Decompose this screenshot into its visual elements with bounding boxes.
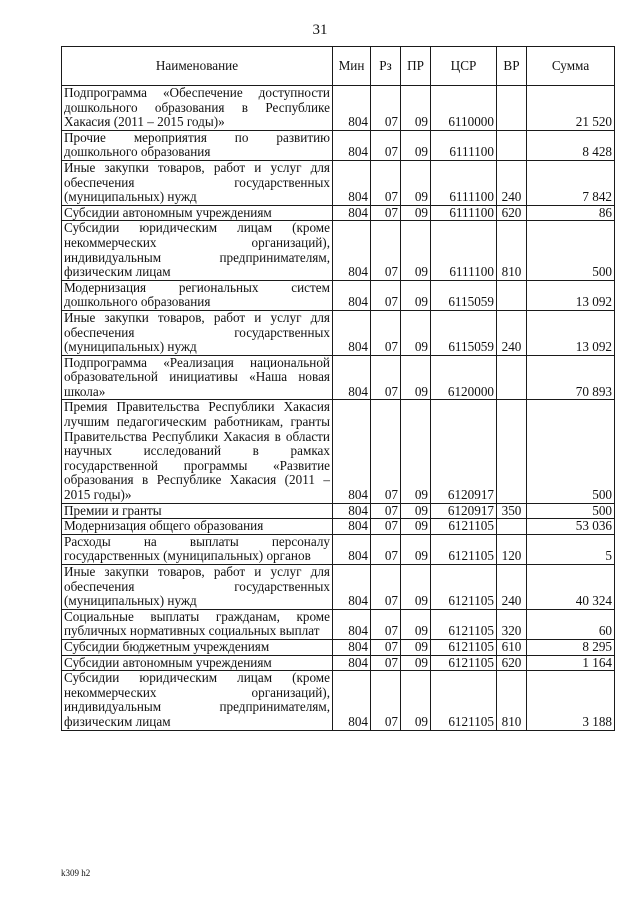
cell-csr: 6111100 <box>431 130 497 160</box>
cell-name: Модернизация общего образования <box>62 519 333 535</box>
page-number: 31 <box>312 22 328 38</box>
cell-csr: 6115059 <box>431 310 497 355</box>
table-row <box>62 639 615 655</box>
table-row <box>62 160 615 205</box>
cell-sum: 13 092 <box>527 280 615 310</box>
table-row <box>62 400 615 503</box>
footer-code: k309 h2 <box>61 868 91 878</box>
cell-sum: 5 <box>527 534 615 564</box>
table-row <box>62 205 615 221</box>
cell-rz: 07 <box>371 310 401 355</box>
cell-name: Подпрограмма «Обеспечение доступности дошкольного образования в Республике Хакасия (2011 – 2015 годы)» <box>62 86 333 131</box>
cell-rz: 07 <box>371 609 401 639</box>
cell-min: 804 <box>333 310 371 355</box>
table-row <box>62 565 615 610</box>
cell-csr: 6111100 <box>431 160 497 205</box>
cell-name: Социальные выплаты гражданам, кроме публичных нормативных социальных выплат <box>62 609 333 639</box>
cell-min: 804 <box>333 534 371 564</box>
cell-csr: 6121105 <box>431 639 497 655</box>
cell-pr: 09 <box>401 221 431 280</box>
cell-min: 804 <box>333 86 371 131</box>
header-csr: ЦСР <box>431 47 497 86</box>
cell-pr: 09 <box>401 280 431 310</box>
table-row <box>62 503 615 519</box>
cell-sum: 500 <box>527 400 615 503</box>
cell-name: Субсидии автономным учреждениям <box>62 205 333 221</box>
cell-vr: 240 <box>497 310 527 355</box>
cell-rz: 07 <box>371 655 401 671</box>
cell-min: 804 <box>333 503 371 519</box>
cell-min: 804 <box>333 655 371 671</box>
cell-rz: 07 <box>371 221 401 280</box>
cell-vr: 810 <box>497 671 527 730</box>
budget-table <box>61 46 615 731</box>
cell-csr: 6120917 <box>431 503 497 519</box>
cell-vr <box>497 355 527 400</box>
cell-pr: 09 <box>401 400 431 503</box>
cell-name: Премия Правительства Республики Хакасия лучшим педагогическим работникам, гранты Правительства Республики Хакасия в области научных исследований в рамках государственной программы «Развитие образования в Республике Хакасия (2011 – 2015 годы)» <box>62 400 333 503</box>
cell-vr: 620 <box>497 205 527 221</box>
cell-sum: 8 428 <box>527 130 615 160</box>
cell-pr: 09 <box>401 655 431 671</box>
cell-sum: 40 324 <box>527 565 615 610</box>
cell-min: 804 <box>333 671 371 730</box>
cell-rz: 07 <box>371 671 401 730</box>
table-body <box>62 86 615 731</box>
cell-name: Субсидии юридическим лицам (кроме некоммерческих организаций), индивидуальным предпринимателям, физическим лицам <box>62 671 333 730</box>
cell-csr: 6120917 <box>431 400 497 503</box>
cell-rz: 07 <box>371 86 401 131</box>
cell-sum: 500 <box>527 503 615 519</box>
cell-pr: 09 <box>401 130 431 160</box>
cell-csr: 6121105 <box>431 655 497 671</box>
cell-sum: 500 <box>527 221 615 280</box>
cell-sum: 70 893 <box>527 355 615 400</box>
cell-pr: 09 <box>401 671 431 730</box>
cell-min: 804 <box>333 355 371 400</box>
cell-sum: 53 036 <box>527 519 615 535</box>
cell-pr: 09 <box>401 565 431 610</box>
cell-rz: 07 <box>371 534 401 564</box>
cell-name: Субсидии юридическим лицам (кроме некоммерческих организаций), индивидуальным предпринимателям, физическим лицам <box>62 221 333 280</box>
cell-sum: 3 188 <box>527 671 615 730</box>
table-row <box>62 86 615 131</box>
cell-csr: 6121105 <box>431 609 497 639</box>
cell-rz: 07 <box>371 130 401 160</box>
cell-sum: 60 <box>527 609 615 639</box>
cell-sum: 86 <box>527 205 615 221</box>
cell-sum: 21 520 <box>527 86 615 131</box>
cell-pr: 09 <box>401 310 431 355</box>
header-vr: ВР <box>497 47 527 86</box>
cell-name: Расходы на выплаты персоналу государственных (муниципальных) органов <box>62 534 333 564</box>
cell-pr: 09 <box>401 609 431 639</box>
cell-rz: 07 <box>371 280 401 310</box>
cell-vr: 350 <box>497 503 527 519</box>
table-row <box>62 534 615 564</box>
cell-name: Премии и гранты <box>62 503 333 519</box>
table-row <box>62 130 615 160</box>
cell-csr: 6121105 <box>431 534 497 564</box>
cell-sum: 13 092 <box>527 310 615 355</box>
cell-rz: 07 <box>371 639 401 655</box>
cell-pr: 09 <box>401 205 431 221</box>
header-sum: Сумма <box>527 47 615 86</box>
header-rz: Рз <box>371 47 401 86</box>
cell-name: Модернизация региональных систем дошкольного образования <box>62 280 333 310</box>
cell-min: 804 <box>333 400 371 503</box>
cell-rz: 07 <box>371 519 401 535</box>
cell-vr <box>497 130 527 160</box>
cell-vr: 810 <box>497 221 527 280</box>
cell-rz: 07 <box>371 205 401 221</box>
table-row <box>62 280 615 310</box>
cell-name: Субсидии бюджетным учреждениям <box>62 639 333 655</box>
cell-name: Иные закупки товаров, работ и услуг для обеспечения государственных (муниципальных) нужд <box>62 310 333 355</box>
cell-min: 804 <box>333 609 371 639</box>
cell-pr: 09 <box>401 639 431 655</box>
table-row <box>62 221 615 280</box>
cell-name: Прочие мероприятия по развитию дошкольного образования <box>62 130 333 160</box>
cell-rz: 07 <box>371 160 401 205</box>
cell-pr: 09 <box>401 86 431 131</box>
table-header-row <box>62 47 615 86</box>
table-row <box>62 655 615 671</box>
cell-min: 804 <box>333 205 371 221</box>
cell-vr <box>497 86 527 131</box>
header-min: Мин <box>333 47 371 86</box>
cell-name: Субсидии автономным учреждениям <box>62 655 333 671</box>
cell-name: Иные закупки товаров, работ и услуг для обеспечения государственных (муниципальных) нужд <box>62 565 333 610</box>
cell-min: 804 <box>333 639 371 655</box>
cell-vr <box>497 280 527 310</box>
cell-pr: 09 <box>401 519 431 535</box>
cell-csr: 6120000 <box>431 355 497 400</box>
cell-pr: 09 <box>401 160 431 205</box>
cell-vr: 240 <box>497 160 527 205</box>
table-row <box>62 310 615 355</box>
cell-min: 804 <box>333 221 371 280</box>
table-row <box>62 355 615 400</box>
cell-min: 804 <box>333 130 371 160</box>
header-pr: ПР <box>401 47 431 86</box>
cell-rz: 07 <box>371 503 401 519</box>
cell-csr: 6115059 <box>431 280 497 310</box>
cell-csr: 6121105 <box>431 565 497 610</box>
cell-name: Подпрограмма «Реализация национальной образовательной инициативы «Наша новая школа» <box>62 355 333 400</box>
cell-vr: 120 <box>497 534 527 564</box>
table-row <box>62 609 615 639</box>
cell-pr: 09 <box>401 534 431 564</box>
cell-rz: 07 <box>371 400 401 503</box>
cell-name: Иные закупки товаров, работ и услуг для обеспечения государственных (муниципальных) нужд <box>62 160 333 205</box>
cell-sum: 1 164 <box>527 655 615 671</box>
cell-min: 804 <box>333 565 371 610</box>
cell-csr: 6111100 <box>431 205 497 221</box>
cell-vr: 610 <box>497 639 527 655</box>
cell-csr: 6121105 <box>431 519 497 535</box>
cell-min: 804 <box>333 519 371 535</box>
cell-sum: 8 295 <box>527 639 615 655</box>
cell-csr: 6110000 <box>431 86 497 131</box>
cell-vr: 240 <box>497 565 527 610</box>
table-row <box>62 671 615 730</box>
cell-vr <box>497 400 527 503</box>
header-name: Наименование <box>62 47 333 86</box>
cell-vr: 620 <box>497 655 527 671</box>
cell-csr: 6111100 <box>431 221 497 280</box>
cell-vr <box>497 519 527 535</box>
cell-pr: 09 <box>401 355 431 400</box>
cell-min: 804 <box>333 280 371 310</box>
cell-vr: 320 <box>497 609 527 639</box>
table-row <box>62 519 615 535</box>
cell-rz: 07 <box>371 565 401 610</box>
cell-min: 804 <box>333 160 371 205</box>
cell-pr: 09 <box>401 503 431 519</box>
cell-rz: 07 <box>371 355 401 400</box>
cell-sum: 7 842 <box>527 160 615 205</box>
cell-csr: 6121105 <box>431 671 497 730</box>
